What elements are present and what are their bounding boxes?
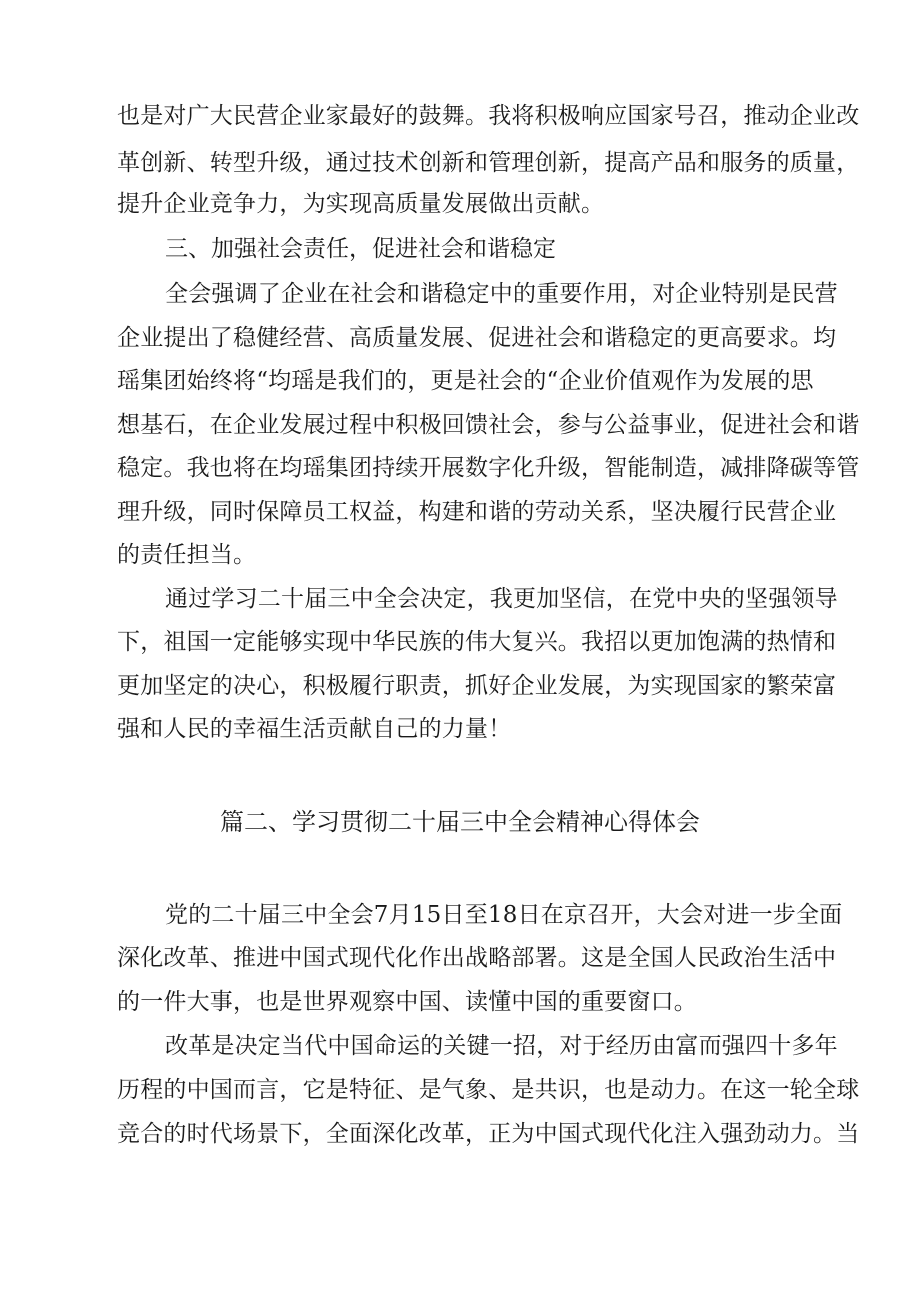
paragraph-line: 提升企业竞争力，为实现高质量发展做出贡献。	[117, 191, 605, 217]
section-title: 篇二、学习贯彻二十届三中全会精神心得体会	[220, 808, 700, 836]
paragraph-line: 稳定。我也将在均瑶集团持续开展数字化升级，智能制造，减排降碳等管	[117, 455, 860, 481]
paragraph-line: 通过学习二十届三中全会决定，我更加坚信，在党中央的坚强领导	[165, 586, 838, 612]
paragraph-line: 想基石，在企业发展过程中积极回馈社会，参与公益事业，促进社会和谐	[117, 412, 860, 438]
paragraph-line: 企业提出了稳健经营、高质量发展、促进社会和谐稳定的更高要求。均	[117, 325, 837, 351]
paragraph-line: 也是对广大民营企业家最好的鼓舞。我将积极响应国家号召，推动企业改	[117, 103, 860, 129]
paragraph-line: 全会强调了企业在社会和谐稳定中的重要作用，对企业特别是民营	[165, 281, 838, 307]
paragraph-line: 革创新、转型升级，通过技术创新和管理创新，提高产品和服务的质量，	[117, 150, 860, 176]
paragraph-line: 瑶集团始终将“均瑶是我们的，更是社会的“企业价值观作为发展的思	[117, 368, 814, 394]
paragraph-line: 下，祖国一定能够实现中华民族的伟大复兴。我招以更加饱满的热情和	[117, 629, 837, 655]
paragraph-line: 竞合的时代场景下，全面深化改革，正为中国式现代化注入强劲动力。当	[117, 1121, 860, 1147]
paragraph-line: 的责任担当。	[117, 542, 257, 568]
paragraph-line: 强和人民的幸福生活贡献自己的力量！	[117, 716, 512, 742]
paragraph-line: 历程的中国而言，它是特征、是气象、是共识，也是动力。在这一轮全球	[117, 1077, 860, 1103]
paragraph-line: 的一件大事，也是世界观察中国、读懂中国的重要窗口。	[117, 989, 697, 1015]
paragraph-line: 更加坚定的决心，积极履行职责，抓好企业发展，为实现国家的繁荣富	[117, 673, 837, 699]
paragraph-line: 理升级，同时保障员工权益，构建和谐的劳动关系，坚决履行民营企业	[117, 499, 837, 525]
paragraph-line: 改革是决定当代中国命运的关键一招，对于经历由富而强四十多年	[165, 1033, 838, 1059]
section-heading: 三、加强社会责任，促进社会和谐稳定	[165, 236, 556, 262]
paragraph-line: 深化改革、推进中国式现代化作出战略部署。这是全国人民政治生活中	[117, 945, 837, 971]
paragraph-line: 党的二十届三中全会7月15日至18日在京召开，大会对进一步全面	[165, 902, 843, 928]
